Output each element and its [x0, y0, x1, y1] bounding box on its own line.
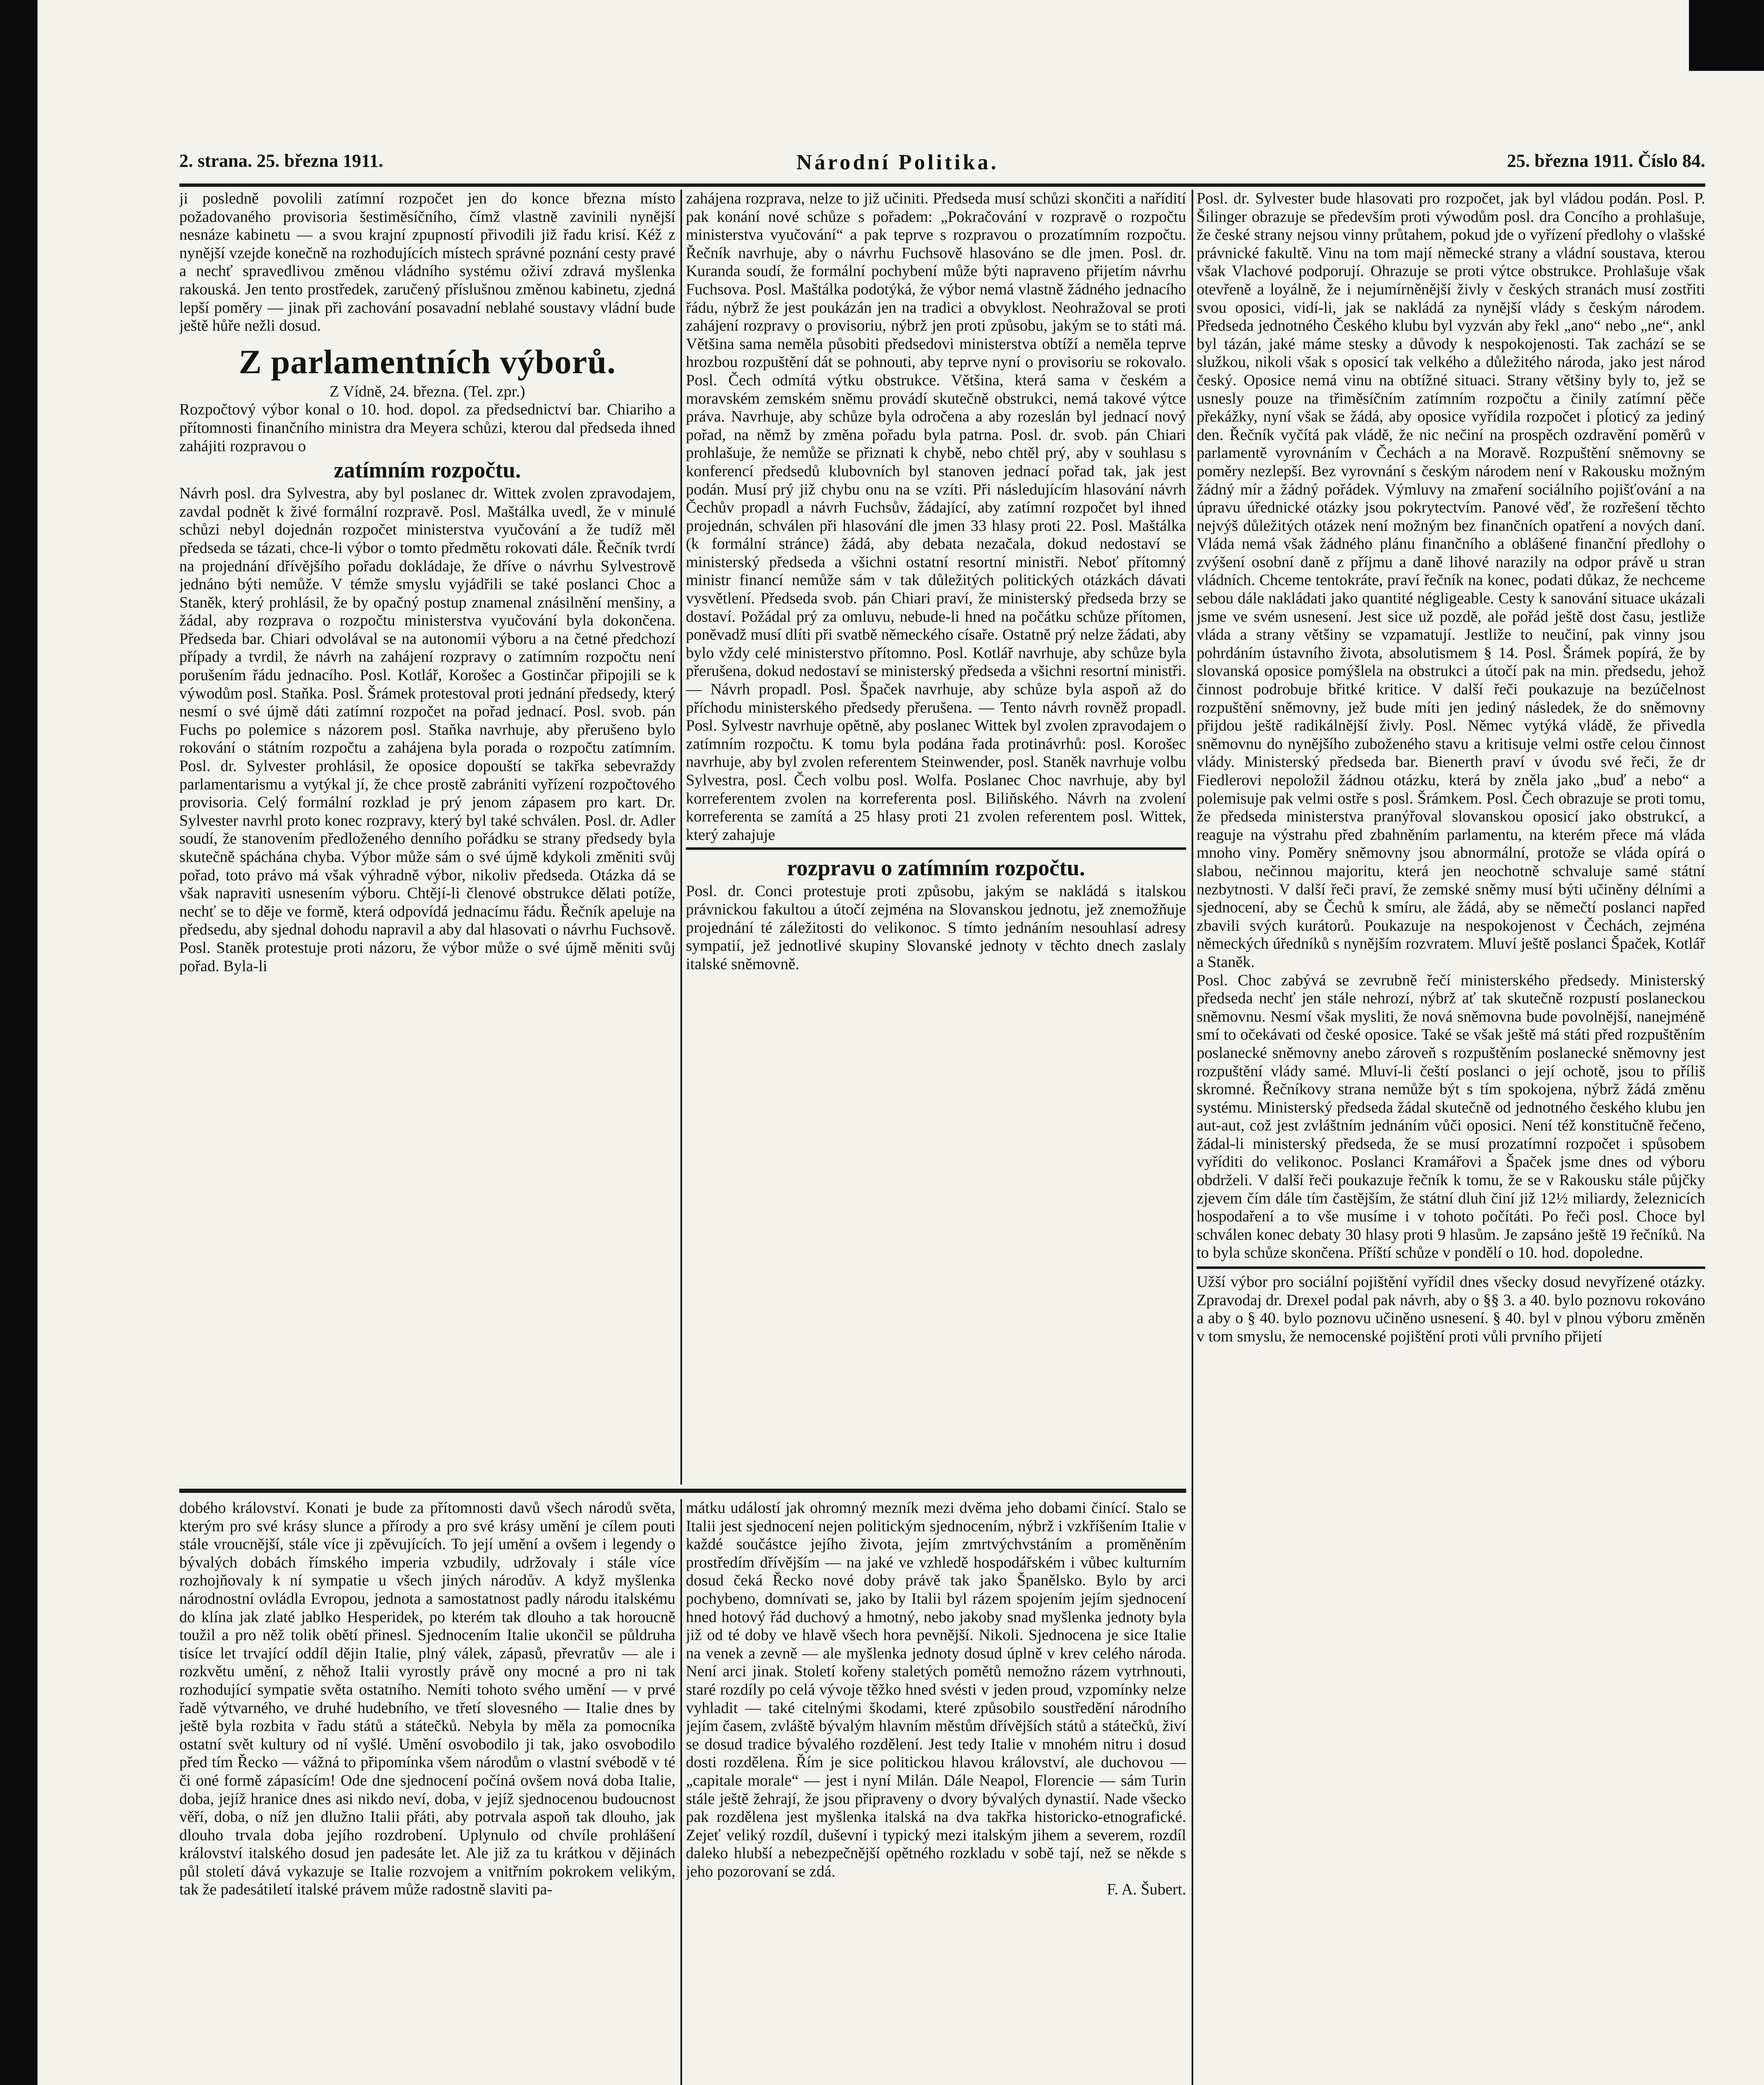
committee-intro-text: Rozpočtový výbor konal o 10. hod. dopol. za předsednictví bar. Chiariho a přítomnosti finančního ministra dra Meyera schůzi, kterou dal předseda ihned zahájiti rozpravou o: [179, 401, 675, 455]
dateline: Z Vídně, 24. března. (Tel. zpr.): [329, 382, 525, 400]
inline-rule: [1197, 1266, 1705, 1269]
subheading-budget-debate: rozpravu o zatímním rozpočtu.: [787, 855, 1085, 881]
debate-text-continued: Posl. dr. Sylvester bude hlasovati pro rozpočet, jak byl vládou podán. Posl. P. Šilinger obrazuje se především proti výwodům posl. dra Concího a prohlašuje, že české strany nejsou vinny průtahem, pokud jde o vyřízení předlohy o vlašské právnické fakultě. Vinu na tom mají německé strany a vládní soustava, kterou však Vlachové podporují. Ohrazuje se proti výtce obstrukce. Prohlašuje však otevřeně a loyálně, že i nejumírněnější živly v českých stranách musí zostřiti svou oposici, vidí-li, jak se nakládá za nynější vlády s českým národem. Předseda jednotného Českého klubu byl vyzván aby řekl „ano“ nebo „ne“, ankl byl tázán, jaké máme stesky a důvody k nespokojenosti. Tak zachází se se služkou, nikoli však s oposicí tak velkého a důležitého národa, jako jest národ český. Oposice nemá vinu na obtížné situaci. Strany většiny byly to, jež se usnesly pouze na třiměsíčním zatímním rozpočtu a činily zatímní pěče překážky, nyní však se žádá, aby oposice vyřídila rozpočet i pĺoticý za jediný den. Řečník vyčítá pak vládě, že nic nečiní na prospěch ozdravění poměrů v parlamentě vyrovnáním v Čechách a na Moravě. Rozpuštění sněmovny se poměry nezlepší. Bez vyrovnání s českým národem není v Rakousku možným žádný mír a žádný pořádek. Výmluvy na zmaření sociálního pojišťování a na úpravu úřednické otázky jsou pokrytectvím. Panové věď, že rozřešení těchto nejvýš důležitých otázek není možným bez finančních opatření a nových daní. Vláda nemá však žádného plánu finančního a oblášené finanční předlohy o zvýšení osobní daně z příjmu a daně lihové narazily na odpor právě u stran vládních. Chceme tentokráte, praví řečník na konec, podati důkaz, že nechceme sebou dále nakládati jako quantité négligeable. Cesty k sanování situace ukázali jsme ve svém usnesení. Jest sice už pozdě, ale pořád ještě dost času, jestliže vláda a strany většiny se vzpamatují. Jestliže to neučiní, pak vinny jsou pohrdáním ústavního života, absolutismem § 14. Posl. Šrámek popírá, že by slovanská oposice pomýšlela na obstrukci a útočí pak na min. předsedu, jehož činnost podrobuje břitké kritice. V další řeči poukazuje na bezúčelnost rozpuštění sněmovny, jež bude míti jen jediný následek, že do sněmovny přijdou ještě radikálnější živly. Posl. Němec vytýká vládě, že přivedla sněmovnu do nynějšího zuboženého stavu a kritisuje velmi ostře celou činnost vlády. Ministerský předseda bar. Bienerth praví v úvodu své řeči, že dr Fiedlerovi nepoložil žádnou otázku, která by zněla jako „buď a nebo“ a polemisuje pak velmi ostře s posl. Šrámkem. Posl. Čech obrazuje se proti tomu, že předseda ministerstva pranýřoval slovanskou oposicí jako obstrukcí, a reaguje na výstrahu před zbahněním parlamentu, na kterém přece má vláda mnoho viny. Poměry sněmovny jsou abnormální, protože se vláda opírá o slabou, nečinnou majoritu, která jen neochotně schvaluje samé státní nezbytnosti. V další řeči praví, že zemské sněmy musí býti učiněny délními a sjednocení, aby se Čechů k smíru, ale žádá, aby se němečtí poslanci napřed zbavili svých kurátorů. Poukazuje na nespokojenost v Čechách, zejména německých úředníků s nynějším rozvratem. Mluví ještě poslanci Špaček, Kotlář a Staněk.: [1197, 190, 1705, 971]
section-title: Z parlamentních výborů.: [238, 342, 616, 381]
column-rule: [680, 190, 682, 1485]
committee-report-continued: zahájena rozprava, nelze to již učiniti. Předseda musí schůzi skončiti a nařídití pak konání nové schůze s pořadem: „Pokračování v rozpravě o rozpočtu ministerstva vyučování“ a pak teprve s rozpravou o prozatímním rozpočtu. Řečník navrhuje, aby o návrhu Fuchsově hlasováno se dle jmen. Posl. dr. Kuranda soudí, že formální pochybení může býti napraveno přijetím návrhu Fuchsova. Posl. Maštálka podotýká, že výbor nemá vlastně žádného jednacího řádu, nýbrž že jest poukázán jen na tradici a obvyklost. Neohražoval se proti zahájení rozpravy o provisoriu, nýbrž jen proti způsobu, jakým se to státi má. Většina sama neměla působiti předsedovi ministerstva obtíží a neměla teprve hrozbou rozpuštění dát se pohnouti, aby teprve nyní o provisoriu se rokovalo. Posl. Čech odmítá výtku obstrukce. Většina, která sama v českém a moravském zemském sněmu provádí skutečně obstrukci, nemá takové výtce práva. Navrhuje, aby schůze byla odročena a aby rozeslán byl jednací nový pořad, na němž by změna pořadu byla patrna. Posl. dr. svob. pán Chiari prohlašuje, že nemůže se přiznati k chybě, nebo chtěl prý, aby v souhlasu s konferencí předsedů klubovních byl stanoven jednací pořad tak, jak jest podán. Musí prý již chybu onu na se vzíti. Při následujícím hlasování návrh Čechův propadl a návrh Fuchsův, žádající, aby zatímní rozpočet byl ihned projednán, schválen při hlasování dle jmen 33 hlasy proti 22. Posl. Maštálka (k formální stránce) žádá, aby debata nezačala, dokud nedostaví se ministerský předseda a všichni ostatní resortní ministři. Neboť přítomný ministr financí nemůže sám v tak důležitých politických otázkách dávati vysvětlení. Předseda svob. pán Chiari praví, že ministerský předseda brzy se dostaví. Požádal prý za omluvu, nebude-li hned na počátku schůze přítomen, poněvadž musí dlíti při svatbě německého císaře. Ostatně prý nelze žádati, aby bylo vždy celé ministerstvo přítomno. Posl. Kotlář navrhuje, aby schůze byla přerušena, dokud nedostaví se ministerský předseda a všichni resortní ministři. — Návrh propadl. Posl. Špaček navrhuje, aby schůze byla aspoň až do příchodu ministerského předsedy přerušena. — Tento návrh rovněž propadl. Posl. Sylvestr navrhuje opětně, aby poslanec Wittek byl zvolen zpravodajem o zatímním rozpočtu. K tomu byla podána řada protinávrhů: posl. Korošec navrhuje, aby byl zvolen referentem Steinwender, posl. Staněk navrhuje volbu Sylvestra, posl. Čech volbu posl. Wolfa. Poslanec Choc navrhuje, aby byl korreferentem zvolen na korreferenta posl. Biliňského. Návrh na zvolení korreferenta se zamítá a 25 hlasy proti 21 zvolen referentem posl. Wittek, který zahajuje: [686, 190, 1186, 844]
committee-report-text: Návrh posl. dra Sylvestra, aby byl poslanec dr. Wittek zvolen zpravodajem, zavdal podnět k živé formální rozpravě. Posl. Maštálka uvedl, že v minulé schůzi nebyl dojednán rozpočet ministerstva vyučování a že tudíž měl předseda se tázati, chce-li výbor o tomto předmětu rokovati dále. Řečník tvrdí na projednání dřívějšího pořadu dokládaje, že dříve o návrhu Sylvestrově jednáno býti nemůže. V témže smyslu vyjádřili se také poslanci Choc a Staněk, který prohlásil, že by opačný postup znamenal znásilnění menšiny, a žádal, aby rozprava o rozpočtu ministerstva vyučování byla dokončena. Předseda bar. Chiari odvolával se na autonomii výboru a na četné předchozí případy a tvrdil, že návrh na zahájení rozpravy o zatímním rozpočtu není porušením řádu jednacího. Posl. Kotlář, Korošec a Gostinčar připojili se k výwodům posl. Staňka. Posl. Šrámek protestoval proti jednání předsedy, který nesmí o své újmě dáti zatímní rozpočet na pořad jednací. Posl. svob. pán Fuchs po polemice s názorem posl. Staňka navrhuje, aby přerušeno bylo rokování o státním rozpočtu a zahájena byla porada o rozpočtu zatímním. Posl. dr. Sylvester prohlásil, že oposice dopouští se takřka sebevraždy parlamentarismu a vytýkal jí, že chce prostě zabrániti vyřízení rozpočtového provisoria. Celý formální rozklad je prý jenom zápasem pro kart. Dr. Sylvester navrhl proto konec rozpravy, který byl také schválen. Posl. dr. Adler soudí, že stanovením předloženého denního pořádku se strany předsedy byla skutečně spáchána chyba. Výbor může sám o své újmě kdykoli změniti svůj pořad, toto právo má však výhradně výbor, nikoliv předseda. Otázka dá se však napraviti usnesením výboru. Chtějí-li členové obstrukce dělati potíže, nechť se to děje ve formě, která odpovídá jednacímu řádu. Řečník apeluje na předsedu, aby sjednal dohodu napravil a aby dal hlasovati o návrhu Fuchsově. Posl. Staněk protestuje proti názoru, že výbor může o své újmě měniti svůj pořad. Byla-li: [179, 485, 675, 975]
section-divider: [179, 1489, 1186, 1493]
header-page-date: 2. strana. 25. března 1911.: [179, 151, 383, 171]
feuilleton-text-continued: mátku událostí jak ohromný mezník mezi dvěma jeho dobami činící. Stalo se Italii jest sjednocení nejen politickým sjednocením, nýbrž i vzkříšením Italie v každé součástce jejího života, jejím zmrtvýchvstáním a proměněním prostředím dřívějším — na jaké ve vzhledě hospodářském i vůbec kulturním dosud čeká Řecko nové doby právě tak jako Španělsko. Bylo by arci pochybeno, domnívati se, jako by Italii byl rázem spojením jejím sjednocení hned hotový řád duchový a hmotný, nebo jakoby snad myšlenka jednoty byla již od té doby ve hlavě všech hora pevnější. Nikoli. Sjednocena je sice Italie na venek a zevně — ale myšlenka jednoty dosud úplně v krev celého národa. Není arci jinak. Století kořeny staletých pomětů nemožno rázem vytrhnouti, staré rozdíly po celá vývoje těžko hned svésti v jeden proud, vzpomínky nelze vyhladit — také citelnými škodami, které způsobilo soustředění národního jejím časem, zvláště bývalým hlavním městům dřívějších států a státečků, živí se dosud tradice bývalého rozdělení. Jest tedy Italie v mnohém nitru i dosud dosti rozdělena. Řím je sice politickou hlavou království, ale duchovou — „capitale morale“ — jest i nyní Milán. Dále Neapol, Florencie — sám Turin stále ještě žehrají, že jsou připraveny o dvory bývalých dynastií. Nade všecko pak rozdělena jest myšlenka italská na dva takřka historicko-etnografické. Zejeť veliký rozdíl, duševní i typický mezi italským jihem a severem, rozdíl daleko hlubší a nebezpečnější opětného rozkladu v sobě tají, než se někde s jeho pozorovaní se zdá.: [686, 1499, 1186, 1880]
inline-rule: [686, 847, 1186, 850]
newspaper-title: Národní Politika.: [796, 151, 999, 174]
social-insurance-report: Užší výbor pro sociální pojištění vyřídil dnes všecky dosud nevyřízené otázky. Zpravodaj dr. Drexel podal pak návrh, aby o §§ 3. a 40. bylo poznovu rokováno a aby o § 40. bylo poznovu učiněno usnesení. § 40. byl v plnou výboru změněn v tom smyslu, že nemocenské pojištění proti vůli prvního přijetí: [1197, 1273, 1705, 1345]
column-1-upper: [179, 190, 675, 1485]
column-1-lower: [179, 1499, 675, 2085]
feuilleton-text: dobého království. Konati je bude za přítomnosti davů všech národů světa, kterým pro své krásy slunce a přírody a pro své krásy umění je cílem pouti stále vroucnější, stále více ji zpěvujících. To její umění a ovšem i legendy o bývalých dobách římského imperia vzbudily, udržovaly i stále více rozhojňovaly k ní sympatie u všech jiných národův. A když myšlenka národnostní ovládla Evropou, jednota a samostatnost padly národu italskému do klína jak zlaté jablko Hesperidek, po kterém tak dlouho a tak horoucně toužil a pro něž tolik obětí přinesl. Sjednocením Italie ukončil se půldruha tisíce let trvající oddíl dějin Italie, plný válek, zápasů, převratův — ale i rozkvětu umění, z něhož Italii vyrostly právě ony mocné a pro ni tak rozhodující sympatie světa ostatního. Nemíti tohoto svého umění — v prvé řadě výtvarného, ve druhé hudebního, ve třetí slovesného — Italie dnes by ještě byla rozbita v řadu států a státečků. Nebyla by měla za pomocníka ostatní svět kultury od ní vyšlé. Umění osvobodilo ji tak, jako osvobodilo před tím Řecko — vážná to připomínka všem národům o vlastní svébodě v té či oné formě zápasícím! Ode dne sjednocení počíná ovšem nová doba Italie, doba, jejíž hranice dnes asi nikdo neví, doba, v jejíž sjednocenou budoucnost věří, doba, o níž jen dlužno Italii přáti, aby potrvala aspoň tak dlouho, jak dlouho trvala doba jejího rozdrobení. Uplynulo od chvíle prohlášení království italského dosud jen padesáte let. Ale již za tu krátkou v dějinách půl století dává vykazuje se Italie rozvojem a vnitřním pokrokem velikým, tak že padesátiletí italské právem může radostně slaviti pa-: [179, 1499, 675, 1899]
debate-text: Posl. dr. Conci protestuje proti způsobu, jakým se nakládá s italskou právnickou fakultou a útočí zejména na Slovanskou jednotu, jež znemožňuje projednání té záležitosti do velikonoc. S tímto jednáním nesouhlasí adresy sympatií, jež jednotlivé skupiny Slovanské jednoty v těchto dnech zaslaly italské sněmovně.: [686, 882, 1186, 973]
header-issue-number: 25. března 1911. Číslo 84.: [1507, 151, 1705, 171]
scan-corner-shadow: [1689, 0, 1764, 71]
column-3: [1197, 190, 1705, 2085]
author-signature: F. A. Šubert.: [1107, 1881, 1186, 1899]
scan-margin-shadow: [0, 0, 38, 2085]
article-ending-text: ji posledně povolili zatímní rozpočet jen do konce března místo požadovaného provisoria šestiměsíčního, čímž vlastně zavinili nynější nesnáze kabinetu — a svou krajní zpupností přivodili již řadu krisí. Kéž z nynější vzejde konečně na rozhodujících místech správné poznání cesty pravé a nechť spravedlivou změnou vládního systému oživí zdravá myšlenka rakouská. Jen tento prostředek, zaručený příslušnou změnou kabinetu, zjedná lepší poměry — jinak při zachování posavadní neblahé soustavy vládní bude ještě hůře nežli dosud.: [179, 190, 675, 335]
header-rule: [179, 183, 1705, 187]
column-2-upper: [686, 190, 1186, 1485]
page-header: [179, 150, 1705, 183]
subheading-provisional-budget: zatímním rozpočtu.: [334, 457, 521, 483]
column-rule: [680, 1499, 682, 2085]
debate-text-end: Posl. Choc zabývá se zevrubně řečí ministerského předsedy. Ministerský předseda nechť jen stále nehrozí, nýbrž ať tak skutečně rozpustí poslaneckou sněmovnu. Nesmí však mysliti, že nová sněmovna bude povolnější, nanejméně smí to očekávati od české oposice. Také se však ještě má státi před rozpuštěním poslanecké sněmovny anebo zároveň s rozpuštěním poslanecké sněmovny jest rozpuštění vlády samé. Mluví-li čeští poslanci o její ochotě, jsou to příliš skromné. Řečníkovy strana nemůže být s tím spokojena, nýbrž žádá změnu systému. Ministerský předseda žádal skutečně od jednotného českého klubu jen aut-aut, což jest zvláštním jednáním vůči oposici. Není též konstitučně řečeno, žádal-li ministerský předseda, že se musí prozatímní rozpočet i spůsobem vyříditi do velikonoc. Poslanci Kramářovi a Špaček jsme dnes od výboru obdrželi. V další řeči poukazuje řečník k tomu, že se v Rakousku stále půjčky zjevem čím dále tím častějším, že státní dluh činí již 12½ miliardy, železnicích hospodaření a to vše musíme i v tohoto počítáti. Po řeči posl. Choce byl schválen konec debaty 30 hlasy proti 9 hlasům. Je zapsáno ještě 19 řečníků. Na to byla schůze skončena. Příští schůze v pondělí o 10. hod. dopoledne.: [1197, 971, 1705, 1262]
column-rule: [1192, 190, 1193, 2085]
column-2-lower: [686, 1499, 1186, 2085]
